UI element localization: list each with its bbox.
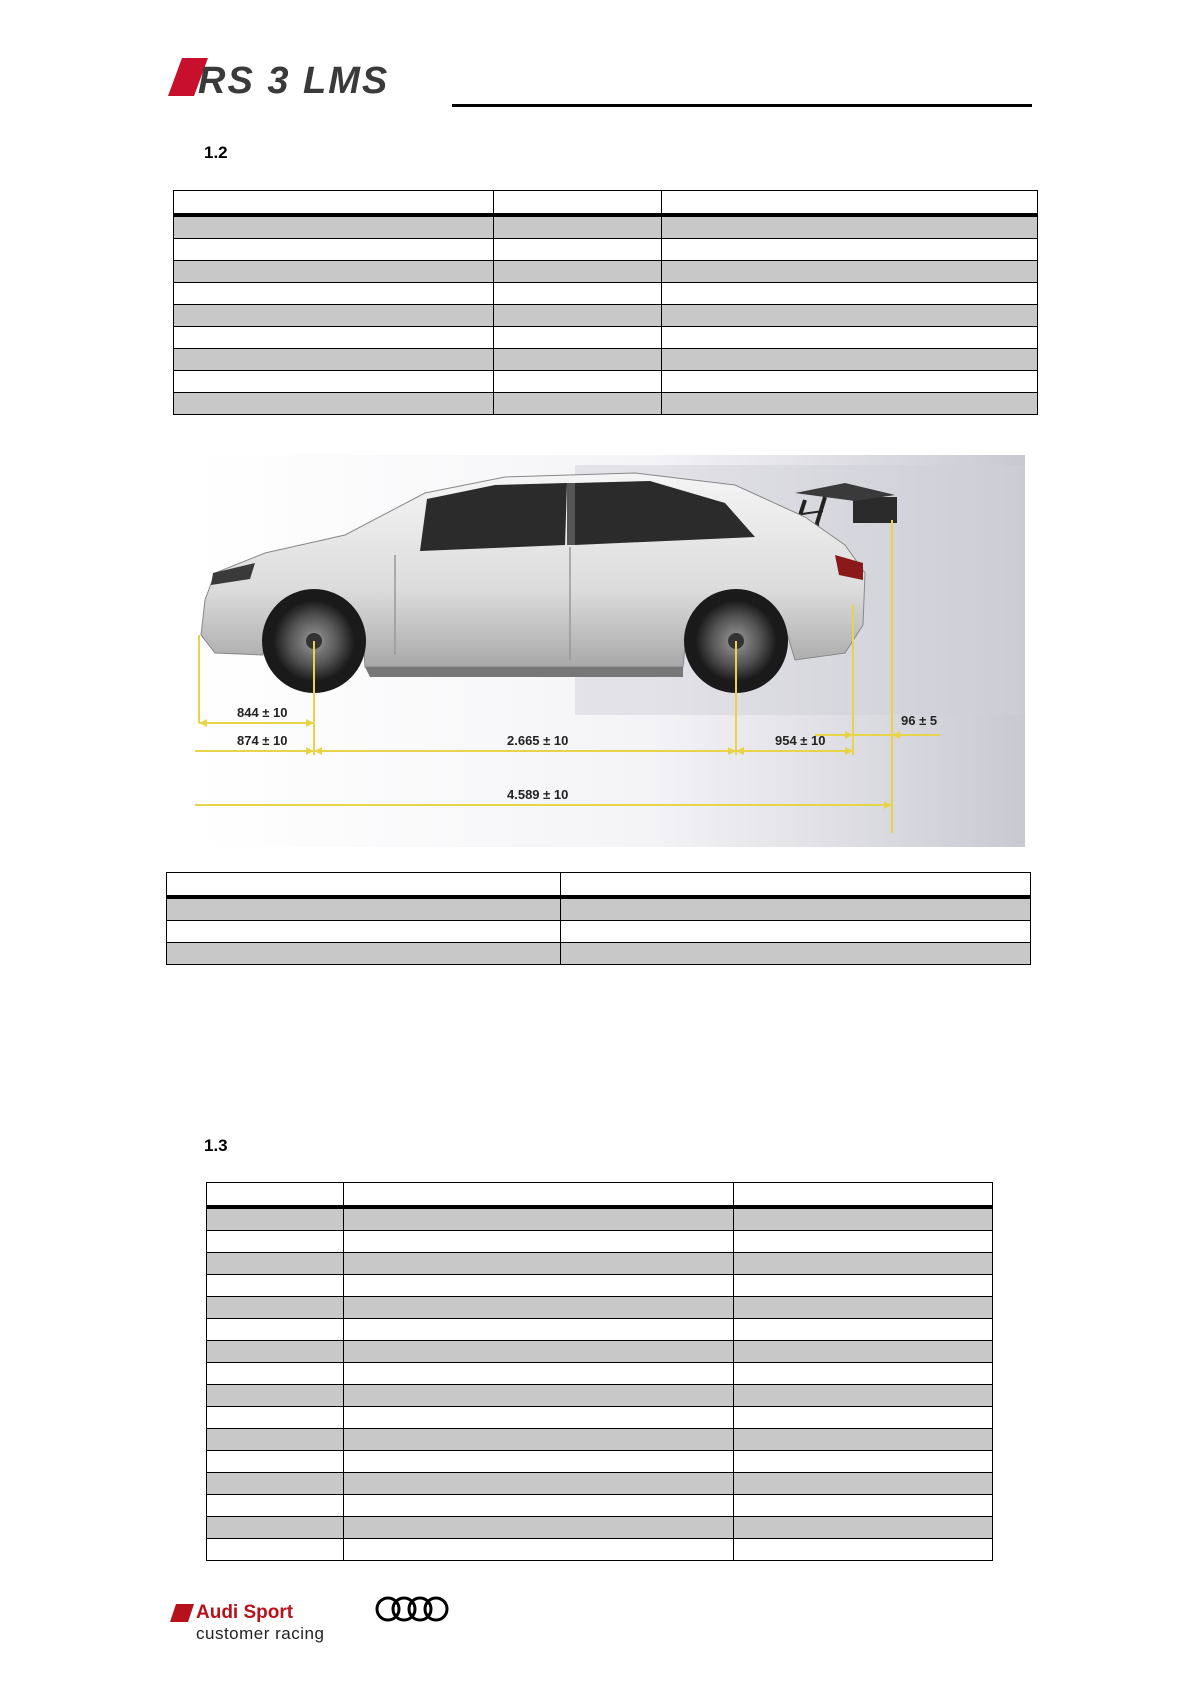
table-header-row — [174, 191, 1038, 216]
table-row — [167, 921, 1031, 943]
table-row — [207, 1407, 993, 1429]
table-row — [207, 1495, 993, 1517]
audi-rings-icon — [375, 1594, 451, 1624]
dim-overall-length: 4.589 ± 10 — [507, 787, 569, 802]
car-side-dimension-figure — [195, 455, 1025, 847]
table-row — [207, 1275, 993, 1297]
table-row — [207, 1319, 993, 1341]
dim-front-overhang-lower: 874 ± 10 — [237, 733, 288, 748]
table-row — [207, 1341, 993, 1363]
dim-wheelbase: 2.665 ± 10 — [507, 733, 569, 748]
header-rule — [452, 104, 1032, 107]
dim-wing-offset: 96 ± 5 — [901, 713, 938, 728]
table-row — [167, 897, 1031, 921]
table-row — [207, 1473, 993, 1495]
table-row — [174, 393, 1038, 415]
table-row — [174, 261, 1038, 283]
table-dimensions — [166, 872, 1031, 965]
table-header-row — [167, 873, 1031, 898]
table-row — [174, 327, 1038, 349]
table-1-3 — [206, 1182, 993, 1561]
brand-line2: customer racing — [196, 1624, 325, 1643]
brand-line1: Audi Sport — [196, 1602, 294, 1623]
table-row — [207, 1517, 993, 1539]
table-row — [174, 349, 1038, 371]
table-row — [167, 943, 1031, 965]
table-row — [174, 305, 1038, 327]
table-1-2 — [173, 190, 1038, 415]
table-row — [174, 215, 1038, 239]
table-row — [207, 1231, 993, 1253]
dim-front-overhang-upper: 844 ± 10 — [237, 705, 288, 720]
dim-rear-overhang: 954 ± 10 — [775, 733, 826, 748]
table-row — [207, 1297, 993, 1319]
table-row — [207, 1253, 993, 1275]
rs3-lms-logo — [168, 58, 448, 100]
logo-text: RS 3 LMS — [198, 60, 390, 100]
table-header-row — [207, 1183, 993, 1208]
section-number-1-3: 1.3 — [204, 1136, 228, 1155]
roll-cage-bar — [567, 483, 575, 545]
table-row — [207, 1539, 993, 1561]
table-row — [207, 1385, 993, 1407]
table-row — [174, 283, 1038, 305]
table-row — [174, 239, 1038, 261]
table-row — [174, 371, 1038, 393]
table-row — [207, 1429, 993, 1451]
brand-red-slash-icon — [170, 1604, 194, 1622]
section-number-1-2: 1.2 — [204, 143, 228, 162]
table-row — [207, 1363, 993, 1385]
table-row — [207, 1451, 993, 1473]
side-skirt — [365, 667, 683, 677]
table-row — [207, 1207, 993, 1231]
